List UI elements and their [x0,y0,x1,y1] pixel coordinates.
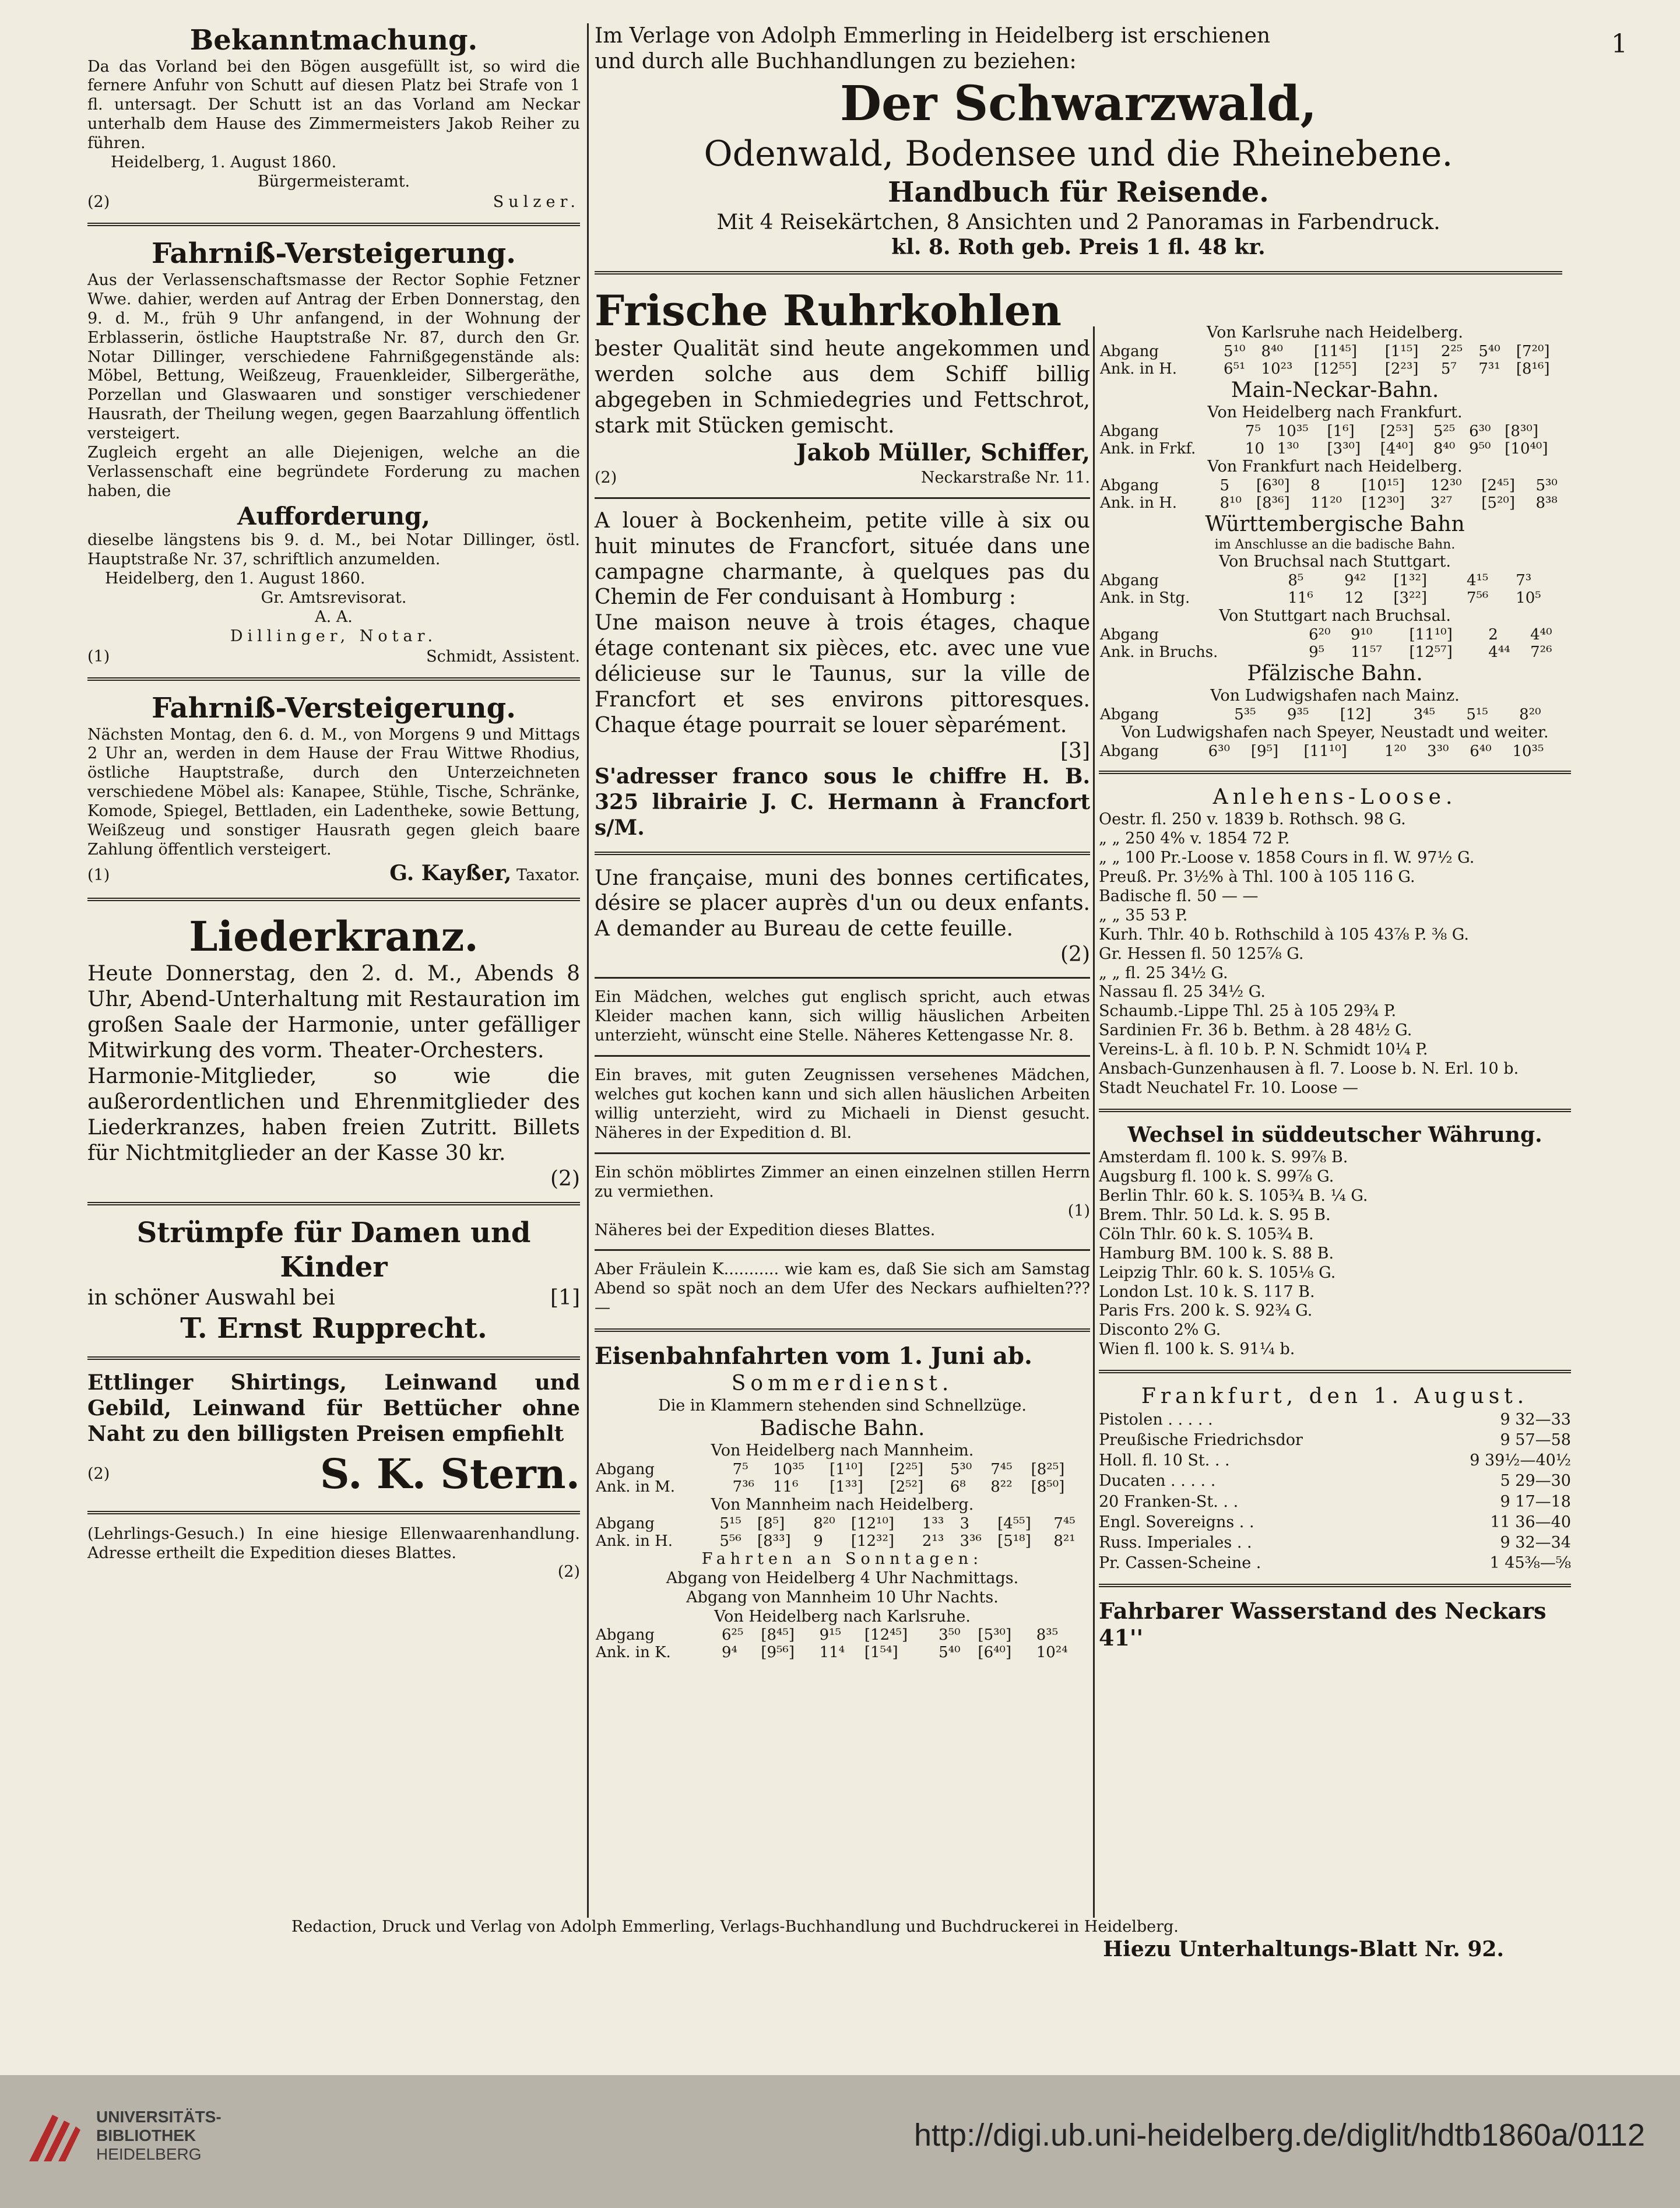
page-mark: 1 [1611,29,1628,59]
timetable-cell: Ank. in H. [1100,360,1178,378]
ad-body-2: Harmonie-Mitglieder, so wie die außerordentlichen und Ehrenmitglieder des Liederkranzes, haben freien Zutritt. Billets für Nichtmitglieder an der Kasse 30 kr. [87,1064,580,1165]
ad-mark: [3] [1060,739,1090,763]
ad-liederkranz [87,912,580,1192]
notice-title: Fahrniß-Versteigerung. [152,691,516,725]
timetable-cell: Abgang [1100,476,1159,494]
timetable-cell: 7⁵⁶ [1466,589,1489,607]
timetable-cell: [9⁵] [1250,743,1279,761]
notice-title: Bekanntmachung. [189,24,478,57]
frankfurt-rate: 9 39½—40½ [1470,1451,1571,1470]
ad-body: Heute Donnerstag, den 2. d. M., Abends 8 Uhr, Abend-Unterhaltung mit Restauration im großen Saale der Harmonie, unter gefälliger Mitwirkung des vorm. Theater-Orchesters. [87,962,580,1063]
ad-subtitle: Odenwald, Bodensee und die Rheinebene. [704,133,1453,174]
notice-mark: (2) [87,193,110,212]
route-heading: Von Ludwigshafen nach Mainz. [1210,687,1460,705]
anlehens-section [1099,785,1571,1098]
timetable-row [1099,477,1571,494]
column-rule [587,23,589,1918]
timetable-row [1099,423,1571,440]
timetable-cell: Ank. in H. [1100,494,1178,512]
timetable-cell: [3²²] [1393,589,1428,607]
notice-body-2: Zugleich ergeht an alle Diejenigen, welche an die Verlassenschaft eine begründete Forderung zu machen haben, die [87,444,580,501]
timetable-cell: [7²⁰] [1516,342,1550,360]
notice-aa: A. A. [315,607,353,626]
column-rule [1093,326,1095,1918]
wechsel-line: Hamburg BM. 100 k. S. 88 B. [1099,1244,1334,1263]
divider [595,1055,1090,1057]
timetable-cell: [1¹⁵] [1384,342,1419,360]
notice-mark: (1) [87,647,110,666]
timetable-cell: 1²⁰ [1384,743,1407,761]
ad-line-2: und durch alle Buchhandlungen zu beziehen: [595,49,1077,73]
timetable-row [1099,706,1571,723]
frankfurt-rate: 9 32—34 [1500,1533,1571,1552]
frankfurt-rate: 9 32—33 [1500,1411,1571,1429]
notice-heading: Aufforderung, [237,502,431,530]
timetable-row: Abgang 7⁵ 10³⁵ [1¹⁰] [2²⁵] 5³⁰ 7⁴⁵ [8²⁵] [596,1460,1065,1478]
notice-notar: Dillinger, Notar. [230,627,438,645]
wechsel-line: Berlin Thlr. 60 k. S. 105¾ B. ¼ G. [1099,1186,1368,1205]
wechsel-line: London Lst. 10 k. S. 117 B. [1099,1282,1315,1301]
frankfurt-row [1099,1409,1571,1430]
notice-body-3: dieselbe längstens bis 9. d. M., bei Notar Dillinger, östl. Hauptstraße Nr. 37, schriftlich anzumelden. [87,531,580,569]
frankfurt-row [1099,1471,1571,1491]
divider [595,1249,1090,1251]
ad-ruhrkohlen [595,285,1090,487]
ad-title: Strümpfe für Damen und Kinder [136,1216,531,1284]
divider [595,271,1562,275]
wechsel-line: Paris Frs. 200 k. S. 92¾ G. [1099,1302,1313,1320]
ad-address: Neckarstraße Nr. 11. [920,468,1090,487]
timetable-cell: 10³⁵ [1512,743,1544,761]
timetable-subheading: im Anschlusse an die badische Bahn. [1214,537,1456,552]
notice-date: Heidelberg, den 1. August 1860. [105,569,365,588]
timetable [1099,343,1571,378]
notice-body: Aus der Verlassenschaftsmasse der Rector Sophie Fetzner Wwe. dahier, werden auf Antrag der Erben Donnerstag, den 9. d. M., früh 9 Uhr anfangend, in der Wohnung der Erblasserin, östliche Hauptstraße Nr. 87, durch den Gr. Notar Dillinger, verschiedene Fahrnißgegenstände als: Möbel, Bettung, Weißzeug, Frauenkleider, Silbergeräthe, Porzellan und Glaswaaren und sonstiger verschiedener Hausrath, der Theilung wegen, gegen Baarzahlung öffentlich versteigert. [87,270,580,443]
library-bar [0,2075,1680,2208]
anlehens-line: Badische fl. 50 — — [1099,887,1259,905]
route-heading: Von Karlsruhe nach Heidelberg. [1207,324,1463,342]
ad-bockenheim [595,508,1090,841]
divider [595,977,1090,979]
ad-body: Une française, muni des bonnes certificates, désire se placer auprès d'un ou deux enfants. A demander au Bureau de cette feuille. [595,866,1090,941]
timetable-cell: 9¹⁰ [1350,626,1373,644]
wechsel-line: Disconto 2% G. [1099,1321,1221,1339]
timetable-cell: [8³⁶] [1256,494,1290,512]
sonntag-heading: Fahrten an Sonntagen: [701,1549,983,1568]
ad-verlag [595,23,1562,261]
timetable-cell: Ank. in Bruchs. [1100,644,1218,662]
frankfurt-row [1099,1553,1571,1573]
divider [595,1152,1090,1154]
anlehens-line: „ „ 100 Pr.-Loose v. 1858 Cours in fl. W. 97½ G. [1099,848,1475,867]
timetable-cell: 1³⁰ [1277,440,1299,458]
timetable-row [1099,572,1571,589]
timetable-cell: 7³¹ [1478,360,1500,378]
divider [1099,1584,1571,1587]
timetable-cell: 10 [1245,440,1265,458]
frankfurt-rate: 9 17—18 [1500,1492,1571,1511]
ad-description: Mit 4 Reisekärtchen, 8 Ansichten und 2 Panoramas in Farbendruck. [716,210,1440,234]
route-heading: Von Stuttgart nach Bruchsal. [1219,607,1451,625]
anlehens-line: Sardinien Fr. 36 b. Bethm. à 28 48½ G. [1099,1021,1412,1040]
timetable-cell: 12 [1344,589,1364,607]
frankfurt-coin: Preußische Friedrichsdor [1099,1431,1303,1450]
timetable-cell: 6⁴⁰ [1470,743,1492,761]
anlehens-line: Kurh. Thlr. 40 b. Rothschild à 105 43⅞ P. ⅜ G. [1099,925,1469,944]
timetable [595,1515,1090,1550]
page-footer [291,1918,1574,1963]
anlehens-line: Vereins-L. à fl. 10 b. P. N. Schmidt 10¼ P. [1099,1040,1428,1059]
frankfurt-coin: Engl. Sovereigns . . [1099,1513,1254,1531]
timetable-row [1099,589,1571,607]
eisenbahn-season: Sommerdienst. [731,1372,954,1396]
library-logo-icon [17,2103,87,2173]
timetable-cell: [5²⁰] [1481,494,1515,512]
ad-lehrling [87,1525,580,1583]
frankfurt-rate: 1 45⅜—⅝ [1489,1553,1571,1572]
timetable [595,1626,1090,1661]
ad-price: kl. 8. Roth geb. Preis 1 fl. 48 kr. [891,235,1266,260]
timetable-cell: [2²³] [1384,360,1419,378]
route-heading: Von Ludwigshafen nach Speyer, Neustadt und weiter. [1121,723,1549,742]
timetable-cell: [12⁵⁷] [1409,644,1453,662]
timetable-cell: Ank. in Frkf. [1100,440,1196,458]
ad-firm: S. K. Stern. [320,1449,580,1498]
source-url[interactable]: http://digi.ub.uni-heidelberg.de/diglit/hdtb1860a/0112 [914,2118,1645,2153]
route-heading: Von Bruchsal nach Stuttgart. [1219,553,1451,571]
ad-title: Liederkranz. [189,912,479,961]
frankfurt-coin: 20 Franken-St. . . [1099,1492,1239,1511]
timetable-cell: [2⁵³] [1380,422,1414,440]
timetable-cell: 5¹⁰ [1224,342,1246,360]
eisenbahn-section [595,1342,1090,1661]
timetable-cell: 2²⁵ [1440,342,1463,360]
divider [1099,1109,1571,1112]
timetable-cell: 11⁵⁷ [1350,644,1382,662]
timetable-cell: 8²⁰ [1519,706,1541,724]
wechsel-line: Amsterdam fl. 100 k. S. 99⅞ B. [1099,1148,1348,1166]
wechsel-line: Augsburg fl. 100 k. S. 99⅞ G. [1099,1167,1334,1186]
ad-body-2: Une maison neuve à trois étages, chaque étage contenant six pièces, etc. avec une vue délicieuse sur le Taunus, sur la ville de Francfort et ses environs pittoresques. Chaque étage pourrait se louer sèparément. [595,611,1090,737]
sonntag-line: Abgang von Mannheim 10 Uhr Nachts. [686,1588,999,1606]
timetable-cell: Abgang [1100,342,1159,360]
divider [87,677,580,681]
timetable [1099,477,1571,512]
timetable-heading: Pfälzische Bahn. [1247,662,1423,686]
anlehens-line: Gr. Hessen fl. 50 125⅞ G. [1099,944,1304,963]
wechsel-line: Brem. Thlr. 50 Ld. k. S. 95 B. [1099,1205,1331,1224]
divider [87,1356,580,1360]
right-column [1099,324,1571,1912]
timetable-cell: [11¹⁰] [1409,626,1453,644]
ad-fraeulein: Aber Fräulein K........... wie kam es, daß Sie sich am Samstag Abend so spät noch an dem Ufer des Neckars aufhielten??? — [595,1260,1090,1317]
timetable [1099,743,1571,760]
timetable-cell: 5²⁵ [1433,422,1456,440]
notice-office: Bürgermeisteramt. [257,173,410,191]
divider [87,898,580,901]
eisenbahn-title: Eisenbahnfahrten vom 1. Juni ab. [595,1342,1032,1370]
timetable-cell: 7⁵ [1245,422,1261,440]
notice-signer: Sulzer. [493,193,580,212]
ad-mark: (2) [595,468,617,487]
timetable-cell: 9⁴² [1344,572,1366,590]
ad-body: Ettlinger Shirtings, Leinwand und Gebild, Leinwand für Bettücher ohne Naht zu den billigsten Preisen empfiehlt [87,1370,580,1446]
timetable-cell: [11⁴⁵] [1313,342,1358,360]
timetable-cell: [3³⁰] [1327,440,1361,458]
imprint: Redaction, Druck und Verlag von Adolph Emmerling, Verlags-Buchhandlung und Buchdruckerei in Heidelberg. [291,1918,1179,1936]
timetable-cell: Ank. in Stg. [1100,589,1190,607]
timetable-cell: 7²⁶ [1530,644,1552,662]
frankfurt-row [1099,1430,1571,1450]
timetable-cell: [4⁴⁰] [1380,440,1414,458]
timetable-row: Ank. in H. 5⁵⁶ [8³³] 9 [12³²] 2¹³ 3³⁶ [5¹⁸] 8²¹ [596,1532,1076,1550]
timetable-cell: 5¹⁵ [1466,706,1488,724]
timetable-cell: [1³²] [1393,572,1428,590]
timetable-cell: 12³⁰ [1430,476,1462,494]
anlehens-line: „ „ 250 4% v. 1854 72 P. [1099,829,1290,848]
wechsel-section [1099,1123,1571,1359]
frankfurt-row [1099,1532,1571,1553]
timetable-cell: 6³⁰ [1208,743,1231,761]
timetable-cell: [10¹⁵] [1361,476,1405,494]
ad-mark: (2) [557,1563,580,1581]
ad-body: bester Qualität sind heute angekommen und werden solche aus dem Schiff billig abgegeben in Schmiedegries und Fettschrot, stark mit Stücken gemischt. [595,337,1090,438]
timetable [1099,423,1571,458]
timetable-cell: [11¹⁰] [1303,743,1347,761]
timetable-cell: Abgang [1100,743,1159,761]
ad-line-1: Im Verlage von Adolph Emmerling in Heidelberg ist erschienen [595,24,1271,48]
notice-fahrniss-1 [87,237,580,667]
frankfurt-coin: Pistolen . . . . . [1099,1411,1213,1429]
anlehens-line: Ansbach-Gunzenhausen à fl. 7. Loose b. N. Erl. 10 b. [1099,1060,1519,1078]
badische-heading: Badische Bahn. [760,1416,925,1440]
frankfurt-coin: Ducaten . . . . . [1099,1472,1216,1490]
timetable-cell: 11⁶ [1288,589,1313,607]
timetable-cell: 5⁷ [1440,360,1457,378]
timetable-cell: 8⁴⁰ [1433,440,1456,458]
timetable-cell: 3²⁷ [1430,494,1453,512]
timetable-cell: 3³⁰ [1427,743,1449,761]
anlehens-line: Stadt Neuchatel Fr. 10. Loose — [1099,1079,1359,1098]
ad-maedchen: Ein Mädchen, welches gut englisch spricht, auch etwas Kleider machen kann, sich willig häuslichen Arbeiten unterzieht, wünscht eine Stelle. Näheres Kettengasse Nr. 8. [595,988,1090,1045]
ad-handbuch: Handbuch für Reisende. [888,176,1269,209]
ad-mark: (2) [87,1464,110,1483]
ad-body-3: S'adresser franco sous le chiffre H. B. 325 librairie J. C. Hermann à Francfort s/M. [595,764,1090,840]
notice-bekanntmachung [87,23,580,212]
timetable [1099,572,1571,607]
library-name: UNIVERSITÄTS- BIBLIOTHEK HEIDELBERG [96,2108,222,2164]
timetable-cell: [12] [1340,706,1372,724]
ad-mark: (1) [1067,1201,1090,1220]
timetable-cell: 10⁵ [1516,589,1541,607]
timetable-cell: 5³⁰ [1535,476,1558,494]
timetable-cell: [8³⁰] [1505,422,1538,440]
eisenbahn-note: Die in Klammern stehenden sind Schnellzüge. [658,1396,1027,1415]
timetable-row [1099,494,1571,512]
anlehens-line: „ „ fl. 25 34½ G. [1099,964,1228,982]
timetable-row: Abgang 5¹⁵ [8⁵] 8²⁰ [12¹⁰] 1³³ 3 [4⁵⁵] 7⁴⁵ [596,1514,1076,1532]
timetable-cell: [12⁵⁵] [1313,360,1358,378]
notice-signer: G. Kayßer, [389,861,512,886]
timetable-cell: [2⁴⁵] [1481,476,1515,494]
left-column [87,23,580,1912]
divider [87,1202,580,1205]
ad-title: Frische Ruhrkohlen [595,286,1062,336]
timetable-cell: 8¹⁰ [1219,494,1242,512]
timetable-cell: 10²³ [1261,360,1293,378]
timetable-cell: 6²⁰ [1309,626,1331,644]
timetable-cell: 2 [1488,626,1498,644]
timetable-cell: 10³⁵ [1277,422,1309,440]
anlehens-line: Nassau fl. 25 34½ G. [1099,983,1266,1001]
timetable-row [1099,343,1571,360]
notice-office: Gr. Amtsrevisorat. [261,589,407,607]
timetable [1099,706,1571,723]
timetable-cell: [6³⁰] [1256,476,1290,494]
wasserstand: Fahrbarer Wasserstand des Neckars 41'' [1099,1597,1547,1651]
timetable [1099,626,1571,661]
frankfurt-coin: Holl. fl. 10 St. . . [1099,1451,1230,1470]
ad-name: Jakob Müller, Schiffer, [796,438,1090,466]
timetable-cell: 3⁴⁵ [1413,706,1435,724]
timetable-cell: 6³⁰ [1469,422,1491,440]
timetable-cell: Abgang [1100,422,1159,440]
ad-mark: (2) [1060,943,1090,967]
timetable [595,1461,1090,1496]
ad-ettlinger [87,1370,580,1500]
ad-body-2: Näheres bei der Expedition dieses Blattes. [595,1221,936,1239]
timetable-row [1099,626,1571,644]
timetable-row: Abgang 6²⁵ [8⁴⁵] 9¹⁵ [12⁴⁵] 3⁵⁰ [5³⁰] 8³⁵ [596,1626,1059,1644]
timetable-heading: Württembergische Bahn [1205,512,1465,536]
notice-body: Nächsten Montag, den 6. d. M., von Morgens 9 und Mittags 2 Uhr an, werden in dem Hause der Frau Wittwe Rhodius, östliche Hauptstraße, durch den Unterzeichneten verschiedene Möbel als: Kanapee, Stühle, Tische, Schränke, Komode, Spiegel, Bettladen, ein Ladentheke, sowie Bettung, Weißzeug und sonstiger Hausrath gegen gleich baare Zahlung öffentlich versteigert. [87,725,580,859]
timetable-cell: 9⁵ [1309,644,1325,662]
divider [595,1328,1090,1332]
divider [87,223,580,226]
notice-date: Heidelberg, 1. August 1860. [111,153,337,172]
divider [595,497,1090,499]
timetable-cell: [1⁶] [1327,422,1355,440]
route-heading: Von Heidelberg nach Frankfurt. [1207,403,1463,421]
notice-body: Da das Vorland bei den Bögen ausgefüllt ist, so wird die fernere Anfuhr von Schutt auf diesen Platz bei Strafe von 1 fl. untersagt. Der Schutt ist an das Vorland am Neckar unterhalb dem Hause des Zimmermeisters Jakob Reiher zu führen. [87,57,580,153]
timetable-cell: 5⁴⁰ [1478,342,1500,360]
timetable-row: Ank. in M. 7³⁶ 11⁶ [1³³] [2⁵²] 6⁸ 8²² [8⁵⁰] [596,1478,1065,1496]
timetable-cell: 4¹⁵ [1466,572,1489,590]
ad-title: Der Schwarzwald, [839,75,1317,132]
frankfurt-row [1099,1512,1571,1532]
divider [87,1511,580,1514]
timetable-cell: 4⁴⁴ [1488,644,1510,662]
notice-role: Taxator. [516,866,580,885]
wechsel-line: Wien fl. 100 k. S. 91¼ b. [1099,1340,1295,1359]
timetable-cell: 5 [1219,476,1230,494]
timetable-cell: 8 [1310,476,1320,494]
ad-body: A louer à Bockenheim, petite ville à six ou huit minutes de Francfort, située dans une campagne charmante, à quelques pas du Chemin de Fer conduisant à Homburg : [595,508,1090,610]
timetable-cell: 8⁵ [1288,572,1304,590]
divider [1099,771,1571,774]
frankfurt-row [1099,1492,1571,1512]
timetable-row [1099,360,1571,378]
timetable-cell: 9⁵⁰ [1469,440,1491,458]
divider [1099,1370,1571,1373]
supplement-note: Hiezu Unterhaltungs-Blatt Nr. 92. [1103,1936,1504,1961]
ad-mark: [1] [550,1285,580,1310]
anlehens-line: Schaumb.-Lippe Thl. 25 à 105 29¾ P. [1099,1002,1397,1021]
wechsel-line: Leipzig Thlr. 60 k. S. 105⅛ G. [1099,1263,1336,1282]
ad-body: Ein schön möblirtes Zimmer an einen einzelnen stillen Herrn zu vermiethen. [595,1163,1090,1201]
timetable-row [1099,440,1571,458]
timetable-cell: 8³⁸ [1535,494,1558,512]
anlehens-title: Anlehens-Loose. [1212,785,1457,810]
notice-fahrniss-2 [87,691,580,887]
route-heading: Von Frankfurt nach Heidelberg. [1207,457,1463,476]
frankfurt-coin: Russ. Imperiales . . [1099,1533,1252,1552]
frankfurt-section [1099,1384,1571,1573]
route-heading: Von Mannheim nach Heidelberg. [711,1495,974,1514]
anlehens-line: „ „ 35 53 P. [1099,906,1188,924]
notice-assistant: Schmidt, Assistent. [426,647,580,666]
ad-body: (Lehrlings-Gesuch.) In eine hiesige Ellenwaarenhandlung. Adresse ertheilt die Expedition dieses Blattes. [87,1524,580,1562]
anlehens-line: Preuß. Pr. 3½% à Thl. 100 à 105 116 G. [1099,867,1415,886]
sonntag-line: Abgang von Heidelberg 4 Uhr Nachmittags. [666,1569,1019,1587]
timetable-cell: Abgang [1100,706,1159,724]
timetable-cell: 6⁵¹ [1224,360,1246,378]
frankfurt-rate: 5 29—30 [1500,1472,1571,1490]
timetable-cell: 11²⁰ [1310,494,1342,512]
timetable-cell: Abgang [1100,626,1159,644]
notice-mark: (1) [87,866,110,885]
timetable-row: Ank. in K. 9⁴ [9⁵⁶] 11⁴ [1⁵⁴] 5⁴⁰ [6⁴⁰] 10²⁴ [596,1644,1068,1662]
ad-line: in schöner Auswahl bei [87,1285,335,1310]
ad-firm: T. Ernst Rupprecht. [180,1312,487,1345]
timetables [1099,324,1571,760]
timetable-cell: [12³⁰] [1361,494,1405,512]
wechsel-line: Cöln Thlr. 60 k. S. 105¾ B. [1099,1225,1314,1243]
route-heading: Von Heidelberg nach Karlsruhe. [714,1607,971,1626]
wechsel-title: Wechsel in süddeutscher Währung. [1127,1123,1542,1148]
frankfurt-row [1099,1450,1571,1471]
timetable-cell: [8¹⁶] [1516,360,1550,378]
timetable-cell: 4⁴⁰ [1530,626,1552,644]
frankfurt-coin: Pr. Cassen-Scheine . [1099,1553,1261,1572]
frankfurt-title: Frankfurt, den 1. August. [1141,1384,1529,1409]
ad-francaise [595,866,1090,968]
notice-title: Fahrniß-Versteigerung. [152,237,516,270]
frankfurt-rate: 11 36—40 [1490,1513,1571,1531]
timetable-cell: 8⁴⁰ [1261,342,1283,360]
frankfurt-rate: 9 57—58 [1500,1431,1571,1450]
timetable-cell: [10⁴⁰] [1505,440,1548,458]
ad-zimmer [595,1163,1090,1240]
timetable-cell: Abgang [1100,572,1159,590]
timetable-cell: 9³⁵ [1287,706,1309,724]
ad-struempfe [87,1216,580,1345]
route-heading: Von Heidelberg nach Mannheim. [711,1441,974,1460]
divider [595,852,1090,855]
ad-braves: Ein braves, mit guten Zeugnissen versehenes Mädchen, welches gut kochen kann und sich allen häuslichen Arbeiten willig unterzieht, wird zu Michaeli in Dienst gesucht. Näheres in der Expedition d. Bl. [595,1066,1090,1142]
timetable-heading: Main-Neckar-Bahn. [1231,378,1439,402]
timetable-row [1099,644,1571,661]
timetable-row [1099,743,1571,760]
timetable-cell: 5³⁵ [1234,706,1256,724]
ad-mark: (2) [550,1166,580,1191]
anlehens-line: Oestr. fl. 250 v. 1839 b. Rothsch. 98 G. [1099,810,1406,829]
timetable-cell: 7³ [1516,572,1532,590]
